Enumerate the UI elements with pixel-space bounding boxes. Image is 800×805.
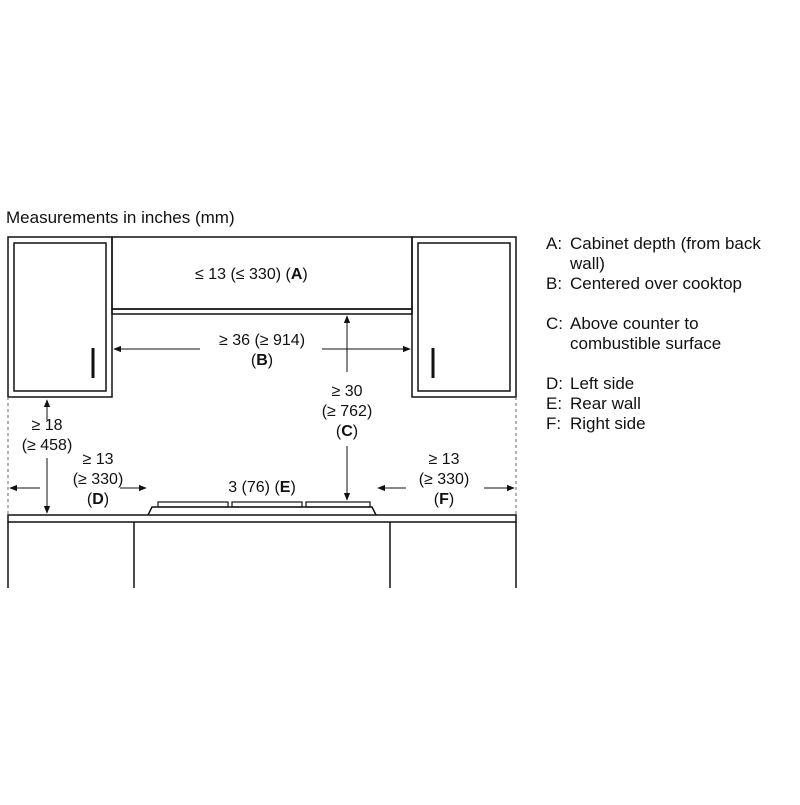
legend-item-c (546, 314, 796, 354)
legend-text-c-2: combustible surface (570, 334, 722, 353)
legend-key-f: F: (546, 414, 562, 433)
dim-b-key: (B) (250, 352, 274, 369)
diagram-heading: Measurements in inches (mm) (6, 208, 235, 227)
legend-key-d: D: (546, 374, 563, 393)
legend-item-d (546, 374, 796, 394)
legend-text-a-1: Cabinet depth (from back (570, 234, 761, 253)
legend-key-e: E: (546, 394, 563, 413)
legend-item-a (546, 234, 796, 274)
legend-text-e: Rear wall (570, 394, 641, 413)
dim-height-value-mm: (≥ 458) (21, 437, 73, 454)
right-wall-cabinet (412, 237, 516, 397)
dim-a-label: ≤ 13 (≤ 330) (A) (195, 266, 308, 283)
dim-c-value-mm: (≥ 762) (321, 403, 373, 420)
dim-d-value-mm: (≥ 330) (72, 471, 124, 488)
legend-item-e (546, 394, 796, 414)
legend-text-c-1: Above counter to (570, 314, 699, 333)
legend-item-f (546, 414, 796, 434)
legend (546, 234, 796, 434)
legend-key-c: C: (546, 314, 563, 333)
dim-f-value-mm: (≥ 330) (418, 471, 470, 488)
legend-key-a: A: (546, 234, 563, 253)
dim-d-key: (D) (86, 491, 110, 508)
dim-b-value: ≥ 36 (≥ 914) (218, 332, 306, 349)
dim-f-value: ≥ 13 (428, 451, 460, 468)
dim-height-value: ≥ 18 (31, 417, 63, 434)
legend-text-f: Right side (570, 414, 646, 433)
dim-d-value: ≥ 13 (82, 451, 114, 468)
legend-text-b: Centered over cooktop (570, 274, 742, 293)
left-wall-cabinet (8, 237, 112, 397)
legend-text-d: Left side (570, 374, 635, 393)
dim-e-label: 3 (76) (E) (228, 479, 296, 496)
dim-c-key: (C) (335, 423, 359, 440)
dim-c-value: ≥ 30 (331, 383, 363, 400)
legend-text-a-2: wall) (570, 254, 605, 273)
countertop (8, 515, 516, 588)
dim-f-key: (F) (433, 491, 455, 508)
legend-item-b (546, 274, 796, 294)
cooktop (148, 502, 376, 515)
legend-key-b: B: (546, 274, 563, 293)
